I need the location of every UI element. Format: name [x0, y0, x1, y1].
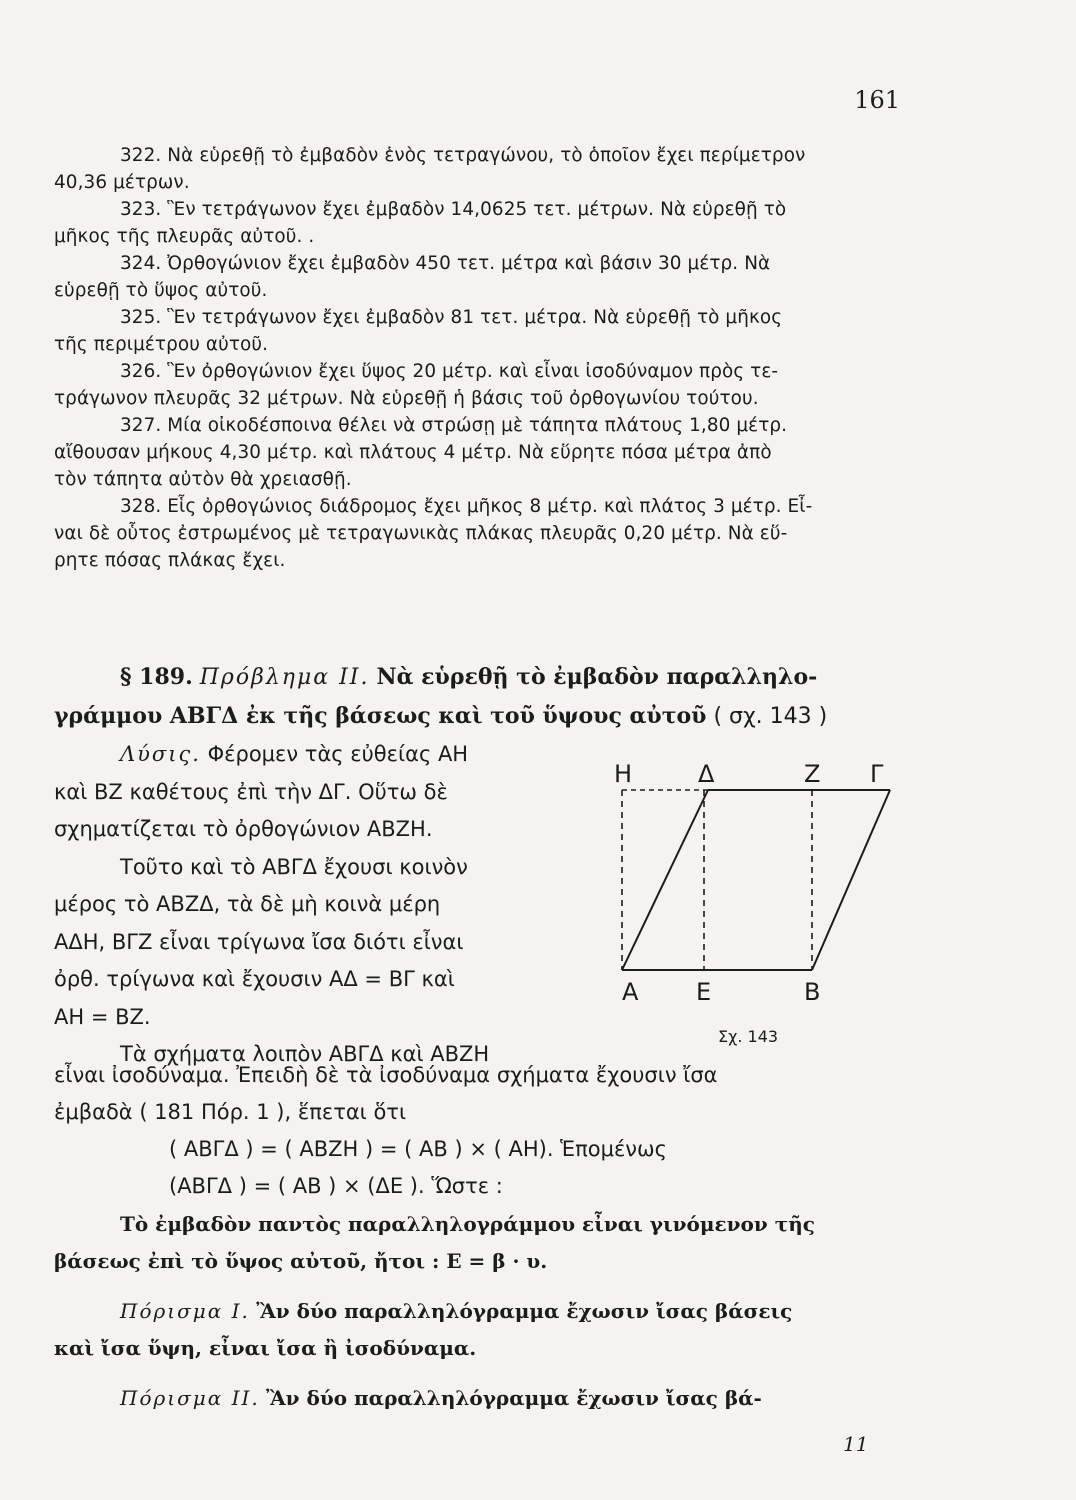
solution-label: Λύσις. [120, 742, 201, 766]
section-number: § 189. [120, 664, 193, 690]
exercise-323-line-2: μῆκος τῆς πλευρᾶς αὐτοῦ. . [54, 226, 315, 247]
section-label: Πρόβλημα ΙΙ. [199, 665, 370, 690]
label-G: Γ [870, 760, 884, 788]
theorem-line-2: βάσεως ἐπὶ τὸ ὕψος αὐτοῦ, ἤτοι : Ε = β · υ. [54, 1249, 548, 1273]
exercise-327-line-1: 327. Μία οἰκοδέσποινα θέλει νὰ στρώσῃ μὲ τάπητα πλάτους 1,80 μέτρ. [120, 415, 788, 436]
label-A: Α [622, 978, 639, 1006]
corollary-1-line-1: Ἂν δύο παραλληλόγραμμα ἔχωσιν ἴσας βάσεις [256, 1299, 793, 1323]
exercise-327-line-2: αἴθουσαν μήκους 4,30 μέτρ. καὶ πλάτους 4 μέτρ. Νὰ εὕρητε πόσα μέτρα ἀπὸ [54, 442, 772, 463]
label-B: Β [804, 978, 821, 1006]
solution-line-9: Τὰ σχήματα λοιπὸν ΑΒΓΔ καὶ ΑΒΖΗ [120, 1042, 490, 1066]
solution-continued [54, 1057, 914, 1205]
solution-line-4: Τοῦτο καὶ τὸ ΑΒΓΔ ἔχουσι κοινὸν [120, 854, 468, 879]
label-D: Δ [698, 760, 715, 788]
solution-line-5: μέρος τὸ ΑΒΖΔ, τὰ δὲ μὴ κοινὰ μέρη [54, 892, 441, 916]
side-AD [622, 790, 708, 970]
figure-caption: Σχ. 143 [718, 1027, 779, 1046]
corollary-1-label: Πόρισμα Ι. [120, 1299, 250, 1323]
solution-line-2: καὶ ΒΖ καθέτους ἐπὶ τὴν ΔΓ. Οὕτω δὲ [54, 779, 448, 804]
corollary-2-line-1: Ἂν δύο παραλληλόγραμμα ἔχωσιν ἴσας βά- [266, 1386, 762, 1410]
exercise-325-line-1: 325. Ἓν τετράγωνον ἔχει ἐμβαδὸν 81 τετ. μέτρα. Νὰ εὑρεθῇ τὸ μῆκος [120, 307, 783, 328]
section-heading [54, 658, 914, 736]
label-H: Η [614, 760, 633, 788]
section-title-line-2: γράμμου ΑΒΓΔ ἐκ τῆς βάσεως καὶ τοῦ ὕψους αὐτοῦ [54, 703, 707, 729]
exercise-328-line-3: ρητε πόσας πλάκας ἔχει. [54, 550, 286, 571]
exercise-323-line-1: 323. Ἓν τετράγωνον ἔχει ἐμβαδὸν 14,0625 τετ. μέτρων. Νὰ εὑρεθῇ τὸ [120, 199, 787, 220]
signature-mark: 11 [843, 1432, 869, 1456]
exercise-328-line-2: ναι δὲ οὗτος ἐστρωμένος μὲ τετραγωνικὰς πλάκας πλευρᾶς 0,20 μέτρ. Νὰ εὕ- [54, 523, 788, 544]
solution-line-1: Φέρομεν τὰς εὐθείας ΑΗ [207, 742, 469, 766]
solution-line-11: ἐμβαδὰ ( 181 Πόρ. 1 ), ἕπεται ὅτι [54, 1100, 407, 1124]
equation-2: (ΑΒΓΔ ) = ( ΑΒ ) × (ΔΕ ). Ὥστε : [169, 1174, 503, 1198]
solution-text [54, 736, 614, 1074]
exercise-322-line-1: 322. Νὰ εὑρεθῇ τὸ ἐμβαδὸν ἑνὸς τετραγώνου, τὸ ὁποῖον ἔχει περίμετρον [120, 145, 806, 166]
side-BG [812, 790, 890, 970]
corollary-1-line-2: καὶ ἴσα ὕψη, εἶναι ἴσα ἢ ἰσοδύναμα. [54, 1336, 477, 1360]
exercise-326-line-1: 326. Ἓν ὀρθογώνιον ἔχει ὕψος 20 μέτρ. καὶ εἶναι ἰσοδύναμον πρὸς τε- [120, 361, 779, 382]
exercise-322-line-2: 40,36 μέτρων. [54, 172, 190, 193]
exercise-327-line-3: τὸν τάπητα αὐτὸν θὰ χρειασθῇ. [54, 469, 352, 490]
section-title-line-1: Νὰ εὑρεθῇ τὸ ἐμβαδὸν παραλληλο- [376, 664, 818, 690]
corollary-1 [54, 1293, 914, 1367]
label-Z: Ζ [804, 760, 821, 788]
equation-1: ( ΑΒΓΔ ) = ( ΑΒΖΗ ) = ( ΑΒ ) × ( ΑΗ). Ἑπομένως [169, 1137, 667, 1161]
corollary-2 [54, 1380, 914, 1417]
corollary-2-label: Πόρισμα ΙΙ. [120, 1386, 260, 1410]
exercise-324-line-2: εὑρεθῇ τὸ ὕψος αὐτοῦ. [54, 280, 268, 301]
exercise-325-line-2: τῆς περιμέτρου αὐτοῦ. [54, 334, 269, 355]
exercise-326-line-2: τράγωνον πλευρᾶς 32 μέτρων. Νὰ εὑρεθῇ ἡ βάσις τοῦ ὀρθογωνίου τούτου. [54, 388, 759, 409]
exercise-328-line-1: 328. Εἷς ὀρθογώνιος διάδρομος ἔχει μῆκος 8 μέτρ. καὶ πλάτος 3 μέτρ. Εἶ- [120, 496, 813, 517]
solution-line-10: εἶναι ἰσοδύναμα. Ἐπειδὴ δὲ τὰ ἰσοδύναμα σχήματα ἔχουσιν ἴσα [54, 1063, 718, 1087]
theorem-statement [54, 1206, 914, 1280]
exercise-324-line-1: 324. Ὀρθογώνιον ἔχει ἐμβαδὸν 450 τετ. μέτρα καὶ βάσιν 30 μέτρ. Νὰ [120, 253, 771, 274]
page-number: 161 [854, 86, 900, 114]
label-E: Ε [696, 978, 712, 1006]
solution-line-6: ΑΔΗ, ΒΓΖ εἶναι τρίγωνα ἴσα διότι εἶναι [54, 929, 464, 954]
exercise-list [54, 142, 902, 574]
solution-line-7: ὀρθ. τρίγωνα καὶ ἔχουσιν ΑΔ = ΒΓ καὶ [54, 967, 455, 991]
parallelogram-figure [600, 760, 920, 1060]
solution-line-3: σχηματίζεται τὸ ὀρθογώνιον ΑΒΖΗ. [54, 817, 433, 841]
theorem-line-1: Τὸ ἐμβαδὸν παντὸς παραλληλογράμμου εἶναι γινόμενον τῆς [120, 1212, 815, 1236]
solution-line-8: ΑΗ = ΒΖ. [54, 1004, 151, 1029]
figure-reference: ( σχ. 143 ) [713, 704, 828, 729]
